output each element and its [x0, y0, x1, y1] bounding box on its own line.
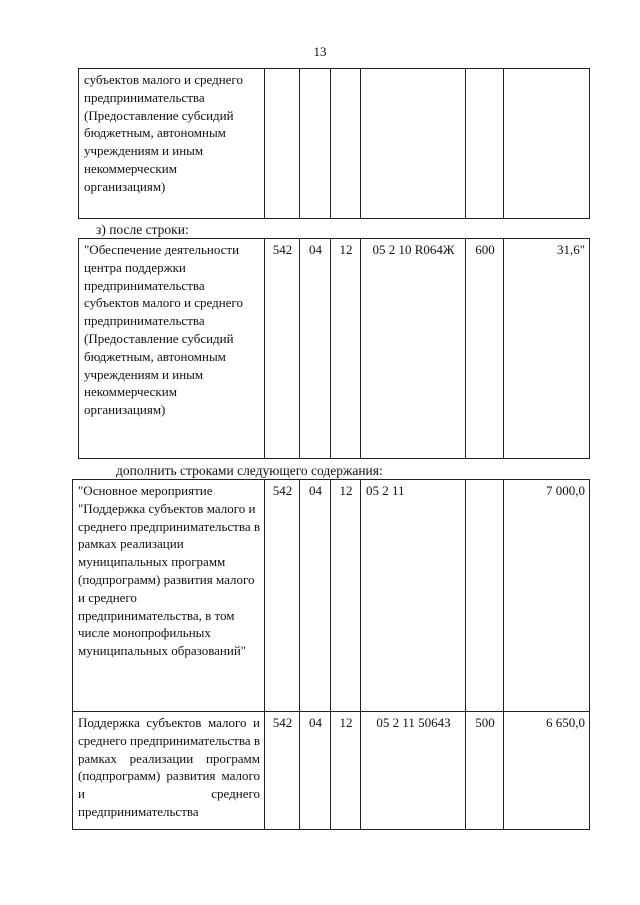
cell-amount: 7 000,0 [504, 480, 590, 712]
cell-target: 05 2 11 [361, 480, 466, 712]
cell-target: 05 2 11 5064З [361, 712, 466, 830]
instruction-append-rows: дополнить строками следующего содержания: [116, 463, 383, 478]
cell-section: 04 [300, 480, 331, 712]
cell-ministry: 542 [265, 239, 300, 459]
table-row [79, 69, 590, 219]
cell-vr: 500 [466, 712, 504, 830]
row-name: субъектов малого и среднего предпринимательства (Предоставление субсидий бюджетным, автономным учреждениям и иным некоммерческим организациям) [79, 69, 265, 219]
cell-section: 04 [300, 239, 331, 459]
cell-amount [504, 69, 590, 219]
cell-vr: 600 [466, 239, 504, 459]
row-name: Поддержка субъектов малого и среднего предпринимательства в рамках реализации программ (подпрограмм) развития малого и среднего предпринимательства [73, 712, 265, 830]
cell-subsection: 12 [331, 712, 361, 830]
cell-amount: 31,6" [504, 239, 590, 459]
cell-target: 05 2 10 R064Ж [361, 239, 466, 459]
budget-table-new-rows [72, 479, 590, 830]
cell-ministry: 542 [265, 480, 300, 712]
cell-subsection: 12 [331, 480, 361, 712]
budget-table-continuation [78, 68, 590, 219]
cell-section: 04 [300, 712, 331, 830]
cell-amount: 6 650,0 [504, 712, 590, 830]
instruction-after-row: з) после строки: [96, 222, 189, 237]
cell-section [300, 69, 331, 219]
table-row [73, 480, 590, 712]
table-row [79, 239, 590, 459]
cell-ministry [265, 69, 300, 219]
cell-target [361, 69, 466, 219]
row-name: "Основное мероприятие "Поддержка субъектов малого и среднего предпринимательства в рамках реализации муниципальных программ (подпрограмм) развития малого и среднего предпринимательства, в том числе монопрофильных муниципальных образований" [73, 480, 265, 712]
budget-table-after-row [78, 238, 590, 459]
cell-vr [466, 69, 504, 219]
cell-ministry: 542 [265, 712, 300, 830]
page-number: 13 [313, 44, 327, 59]
table-row [73, 712, 590, 830]
cell-vr [466, 480, 504, 712]
cell-subsection: 12 [331, 239, 361, 459]
cell-subsection [331, 69, 361, 219]
row-name: "Обеспечение деятельности центра поддержки предпринимательства субъектов малого и среднего предпринимательства (Предоставление субсидий бюджетным, автономным учреждениям и иным некоммерческим организациям) [79, 239, 265, 459]
